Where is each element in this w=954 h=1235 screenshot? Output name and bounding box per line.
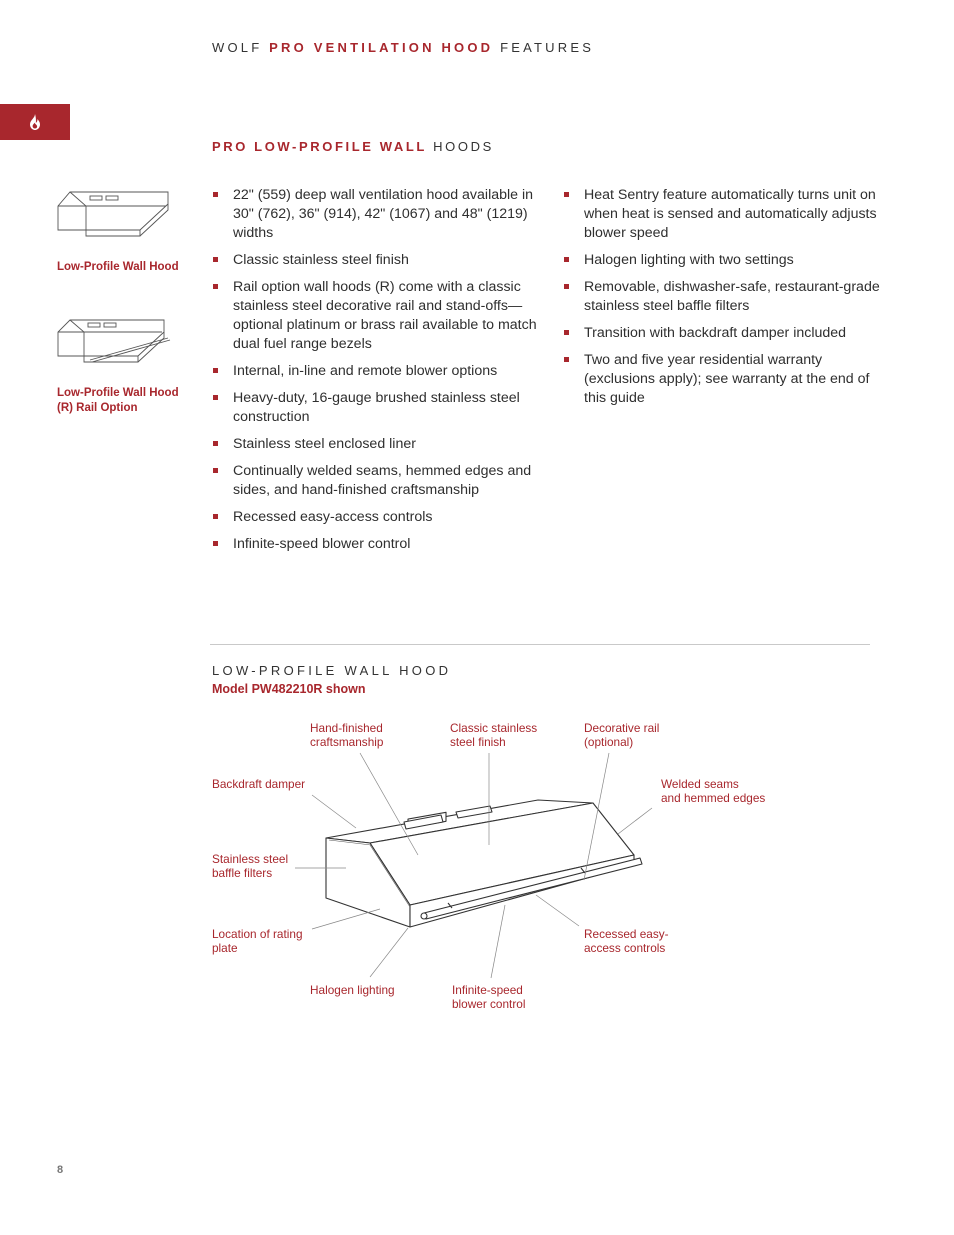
hood-drawing [326,800,642,927]
callout-line: Welded seams [661,777,739,791]
callout-rating-plate [212,927,303,955]
caption-line: (R) Rail Option [57,402,138,414]
callout-baffle [212,852,288,880]
list-item: Continually welded seams, hemmed edges and sides, and hand-finished craftsmanship [212,462,537,500]
list-item: Halogen lighting with two settings [563,251,888,270]
list-item: Infinite-speed blower control [212,535,537,554]
list-item: Rail option wall hoods (R) come with a classic stainless steel decorative rail and stand-offs—optional platinum or brass rail available to match dual fuel range bezels [212,278,537,354]
list-item: Heavy-duty, 16-gauge brushed stainless steel construction [212,389,537,427]
header-prefix: WOLF [212,40,263,55]
callout-halogen [310,983,395,997]
callout-line: craftsmanship [310,735,384,749]
list-item: 22" (559) deep wall ventilation hood available in 30" (762), 36" (914), 42" (1067) and 48" (1219) widths [212,186,537,243]
callout-line: Stainless steel [212,852,289,866]
caption-line: Low-Profile Wall Hood [57,261,179,273]
callout-decorative-rail [584,721,659,749]
list-item: Removable, dishwasher-safe, restaurant-grade stainless steel baffle filters [563,278,888,316]
callout-welded [661,777,765,805]
callout-hand-finished [310,721,383,749]
caption-line: Low-Profile Wall Hood [57,387,179,399]
callout-classic-finish [450,721,537,749]
callout-line: Classic stainless [450,721,538,735]
callout-line: and hemmed edges [661,791,766,805]
diagram-title: LOW-PROFILE WALL HOOD [212,663,452,678]
callout-line: blower control [452,997,526,1011]
callout-line: Decorative rail [584,721,660,735]
callout-line: Hand-finished [310,721,383,735]
list-item: Transition with backdraft damper included [563,324,888,343]
callout-line: access controls [584,941,666,955]
callout-backdraft [212,777,305,791]
callout-line: Backdraft damper [212,777,306,791]
page-number: 8 [57,1164,64,1176]
callout-line: Halogen lighting [310,983,395,997]
callout-blower [452,983,525,1011]
header-suffix: FEATURES [500,40,595,55]
callout-line: Infinite-speed [452,983,523,997]
section-title-suffix: HOODS [433,139,494,154]
diagram-subtitle: Model PW482210R shown [212,682,366,696]
list-item: Recessed easy-access controls [212,508,537,527]
callout-line: Recessed easy- [584,927,669,941]
list-item: Two and five year residential warranty (exclusions apply); see warranty at the end of this guide [563,351,888,408]
list-item: Classic stainless steel finish [212,251,537,270]
callout-line: baffle filters [212,866,273,880]
list-item: Heat Sentry feature automatically turns unit on when heat is sensed and automatically adjusts blower speed [563,186,888,243]
callout-line: Location of rating [212,927,303,941]
list-item: Stainless steel enclosed liner [212,435,537,454]
callout-recessed [584,927,669,955]
header-highlight: PRO VENTILATION HOOD [269,40,494,55]
callout-line: steel finish [450,735,506,749]
list-item: Internal, in-line and remote blower options [212,362,537,381]
callout-line: (optional) [584,735,634,749]
section-title-highlight: PRO LOW-PROFILE WALL [212,139,427,154]
callout-line: plate [212,941,238,955]
